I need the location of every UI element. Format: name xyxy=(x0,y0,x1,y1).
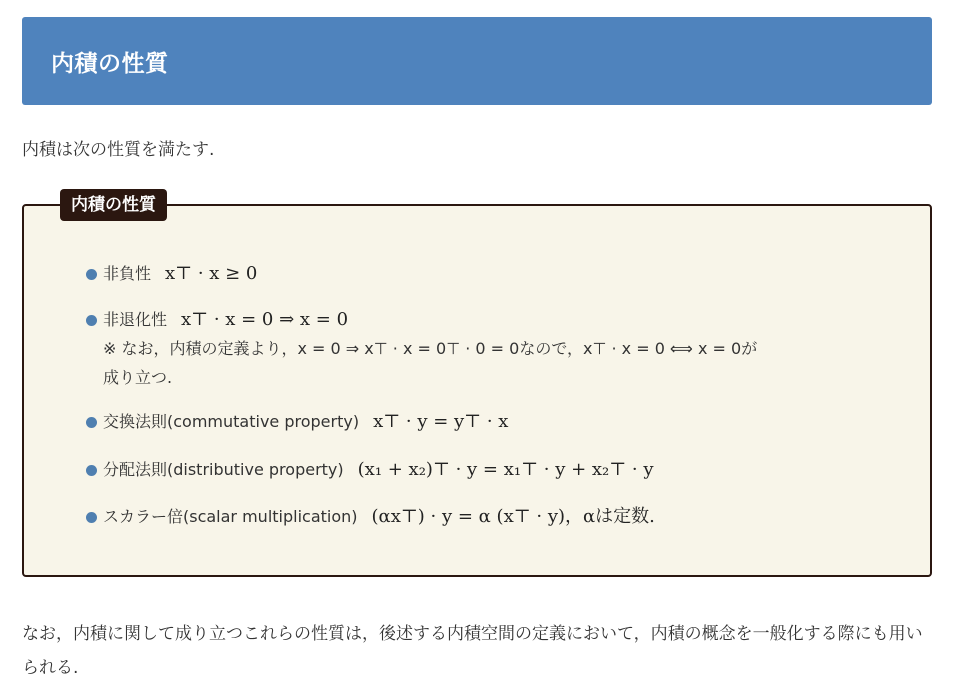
property-name: 分配法則(distributive property) xyxy=(103,460,344,479)
section-title: 内積の性質 xyxy=(51,50,169,77)
property-formula: x⊤ · x ≥ 0 xyxy=(165,263,258,284)
bullet-icon xyxy=(86,512,97,523)
property-note-line1: ※ なお，内積の定義より，x = 0 ⇒ x⊤ · x = 0⊤ · 0 = 0なので，x⊤ · x = 0 ⟺ x = 0が xyxy=(103,339,758,358)
section-header xyxy=(22,17,932,105)
property-name: 非退化性 xyxy=(103,310,168,329)
property-name: 交換法則(commutative property) xyxy=(103,412,360,431)
box-label: 内積の性質 xyxy=(60,189,167,221)
property-formula: x⊤ · x = 0 ⇒ x = 0 xyxy=(181,309,349,330)
bullet-icon xyxy=(86,269,97,280)
intro-text: 内積は次の性質を満たす. xyxy=(22,140,215,160)
property-note-line2: 成り立つ. xyxy=(103,368,173,387)
property-name: スカラー倍(scalar multiplication) xyxy=(103,507,358,526)
outro-text: なお，内積に関して成り立つこれらの性質は，後述する内積空間の定義において，内積の概念を一般化する際にも用いられる. xyxy=(22,624,923,678)
property-formula: (x₁ + x₂)⊤ · y = x₁⊤ · y + x₂⊤ · y xyxy=(357,459,654,480)
property-formula: x⊤ · y = y⊤ · x xyxy=(373,411,509,432)
properties-box xyxy=(22,204,932,577)
bullet-icon xyxy=(86,417,97,428)
property-formula: (αx⊤) · y = α (x⊤ · y)，αは定数. xyxy=(371,506,655,527)
bullet-icon xyxy=(86,465,97,476)
property-name: 非負性 xyxy=(103,264,152,283)
bullet-icon xyxy=(86,315,97,326)
